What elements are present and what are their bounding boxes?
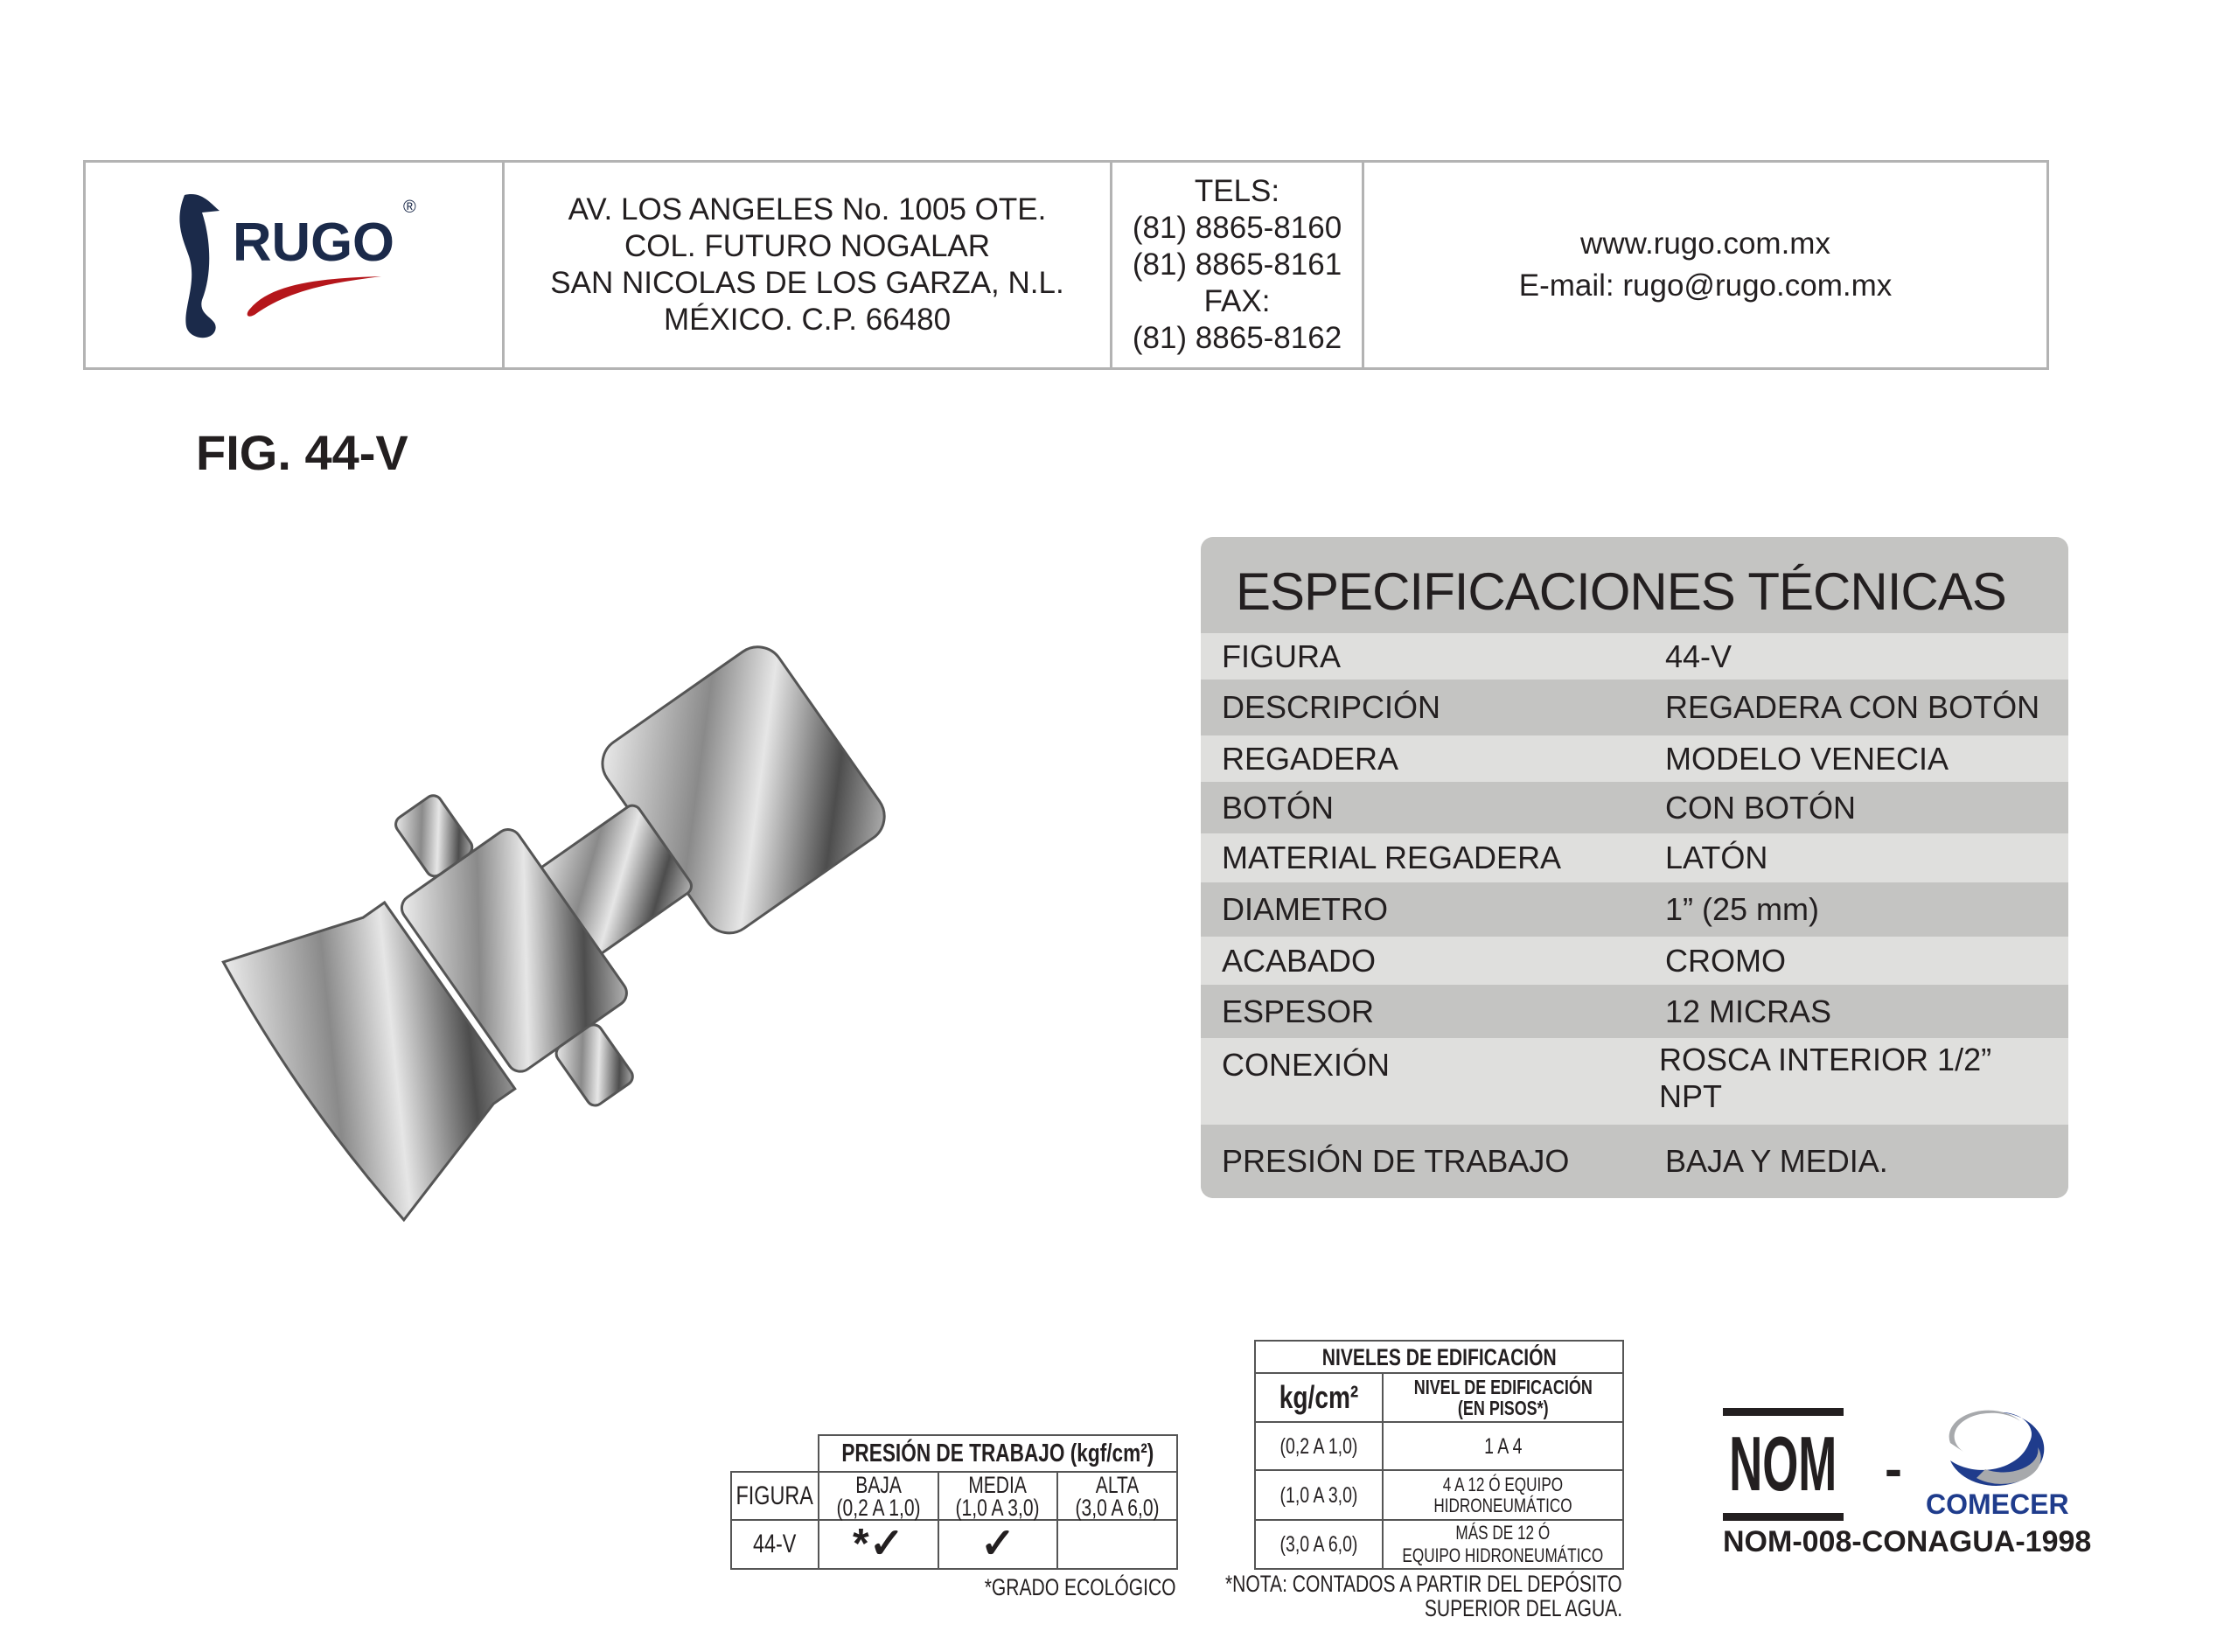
- cert-dash: -: [1885, 1439, 1902, 1498]
- rugo-logo: [150, 186, 438, 344]
- pressure-table: PRESIÓN DE TRABAJO (kgf/cm²) FIGURA BAJA (0,2 A 1,0) MEDIA (1,0 A 3,0) ALTA (3,0 A 6,0) 44-V *✓ ✓: [730, 1434, 1178, 1570]
- comecer-label: COMECER: [1926, 1488, 2069, 1520]
- check-icon: *✓: [819, 1520, 938, 1569]
- spec-row: DESCRIPCIÓN REGADERA CON BOTÓN: [1201, 680, 2068, 735]
- spec-row: ACABADO CROMO: [1201, 937, 2068, 985]
- website-link[interactable]: www.rugo.com.mx: [1580, 227, 1830, 261]
- phones-cell: TELS: (81) 8865-8160 (81) 8865-8161 FAX: (81) 8865-8162: [1112, 163, 1364, 367]
- specs-title: ESPECIFICACIONES TÉCNICAS: [1236, 562, 2006, 621]
- address-cell: AV. LOS ANGELES No. 1005 OTE. COL. FUTURO NOGALAR SAN NICOLAS DE LOS GARZA, N.L. MÉXICO. C.P. 66480: [505, 163, 1112, 367]
- registered-mark: ®: [403, 198, 416, 217]
- eco-note: *GRADO ECOLÓGICO: [985, 1574, 1176, 1600]
- showerhead-image: [219, 525, 980, 1268]
- specs-panel: [1201, 537, 2068, 1198]
- swoosh-icon: [248, 276, 381, 317]
- spec-row: MATERIAL REGADERA LATÓN: [1201, 833, 2068, 882]
- header: [83, 160, 2049, 370]
- contact-cell: [1364, 163, 2046, 367]
- certification-logo: [1723, 1408, 2092, 1561]
- standard-code: NOM-008-CONAGUA-1998: [1723, 1525, 2092, 1558]
- spec-row: PRESIÓN DE TRABAJO BAJA Y MEDIA.: [1201, 1125, 2068, 1198]
- brand-name: RUGO: [233, 213, 394, 273]
- spec-row: DIAMETRO 1” (25 mm): [1201, 882, 2068, 937]
- nom-mark: NOM: [1729, 1420, 1837, 1507]
- levels-table: NIVELES DE EDIFICACIÓN kg/cm² NIVEL DE EDIFICACIÓN (EN PISOS*) (0,2 A 1,0) 1 A 4 (1,0 A 3,0) 4 A 12 Ó EQUIPO HIDRONEUMÁTICO (3,0 A 6,0) MÁS DE 12 Ó EQUIPO HIDRONEUMÁTICO: [1254, 1340, 1624, 1570]
- spec-row: FIGURA 44-V: [1201, 633, 2068, 680]
- seahorse-icon: [179, 194, 220, 338]
- check-icon: ✓: [938, 1520, 1057, 1569]
- spec-row: CONEXIÓN ROSCA INTERIOR 1/2” NPT: [1201, 1038, 2068, 1125]
- spec-row: ESPESOR 12 MICRAS: [1201, 985, 2068, 1038]
- logo-cell: [86, 163, 505, 367]
- levels-note: *NOTA: CONTADOS A PARTIR DEL DEPÓSITO SUPERIOR DEL AGUA.: [1225, 1571, 1622, 1621]
- email-link[interactable]: E-mail: rugo@rugo.com.mx: [1518, 268, 1893, 303]
- spec-row: REGADERA MODELO VENECIA: [1201, 735, 2068, 782]
- figure-title: FIG. 44-V: [196, 425, 408, 480]
- comecer-swirl-icon: [1933, 1408, 2064, 1491]
- spec-row: BOTÓN CON BOTÓN: [1201, 782, 2068, 833]
